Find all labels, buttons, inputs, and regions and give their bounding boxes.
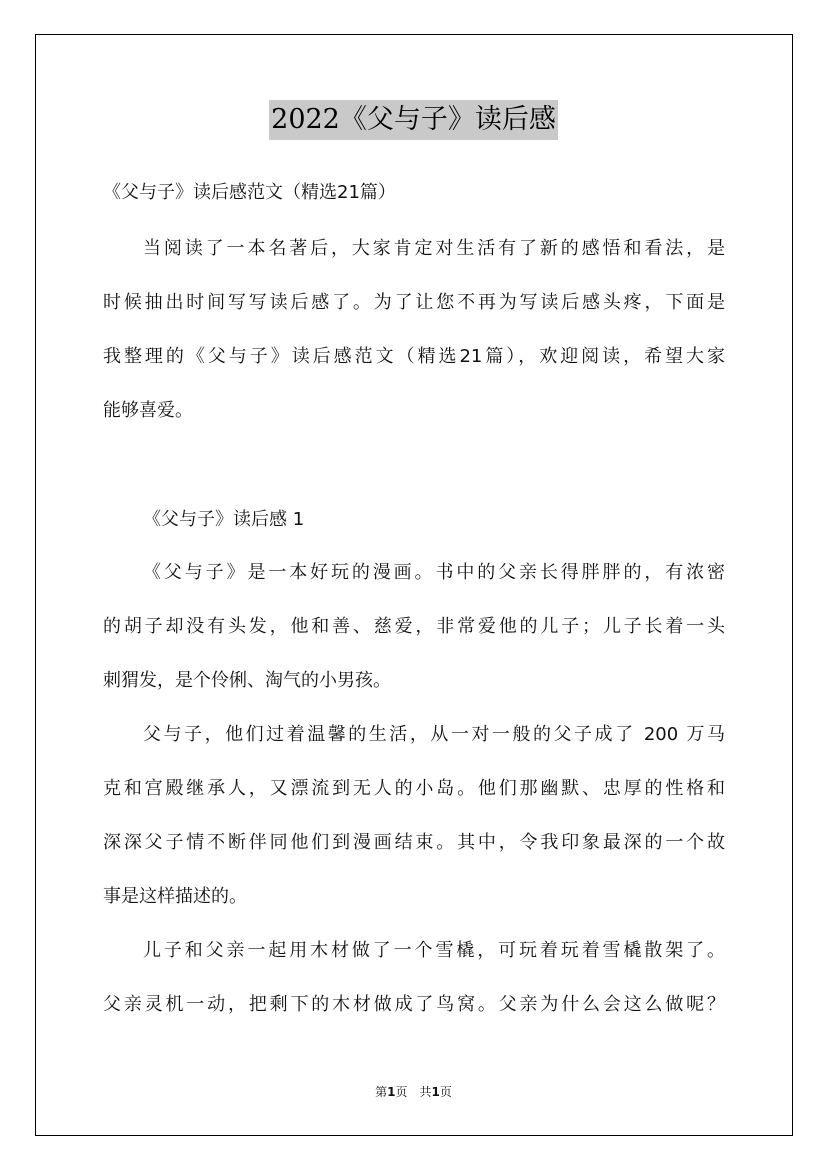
document-subtitle: 《父与子》读后感范文（精选21篇） (103, 182, 396, 203)
paragraph3-line-2: 父亲灵机一动，把剩下的木材做成了鸟窝。父亲为什么会这么做呢？ (103, 994, 725, 1015)
title-container (0, 100, 827, 140)
footer-page-current: 1 (387, 1085, 396, 1099)
paragraph1-line-2: 的胡子却没有头发，他和善、慈爱，非常爱他的儿子；儿子长着一头 (103, 616, 725, 637)
paragraph2-line-1: 父与子，他们过着温馨的生活，从一对一般的父子成了 200 万马 (143, 724, 725, 745)
footer-page-prefix: 第 (375, 1085, 388, 1099)
intro-line-2: 时候抽出时间写写读后感了。为了让您不再为写读后感头疼，下面是 (103, 292, 725, 313)
intro-line-4: 能够喜爱。 (103, 400, 193, 421)
intro-line-3: 我整理的《父与子》读后感范文（精选21篇），欢迎阅读，希望大家 (103, 346, 725, 367)
paragraph2-line-4: 事是这样描述的。 (103, 886, 247, 907)
paragraph3-line-1: 儿子和父亲一起用木材做了一个雪橇，可玩着玩着雪橇散架了。 (143, 940, 725, 961)
paragraph1-line-3: 刺猬发，是个伶俐、淘气的小男孩。 (103, 670, 391, 691)
page-footer (0, 1083, 827, 1101)
footer-page-total: 1 (431, 1085, 440, 1099)
paragraph1-line-1: 《父与子》是一本好玩的漫画。书中的父亲长得胖胖的，有浓密 (143, 562, 725, 583)
paragraph2-line-2: 克和宫殿继承人，又漂流到无人的小岛。他们那幽默、忠厚的性格和 (103, 778, 725, 799)
paragraph2-line-3: 深深父子情不断伴同他们到漫画结束。其中，令我印象最深的一个故 (103, 832, 725, 853)
section-heading: 《父与子》读后感 1 (143, 509, 305, 530)
intro-line-1: 当阅读了一本名著后，大家肯定对生活有了新的感悟和看法，是 (143, 238, 725, 259)
footer-page-mid: 页 共 (395, 1085, 432, 1099)
document-title: 2022《父与子》读后感 (269, 100, 558, 140)
footer-page-suffix: 页 (439, 1085, 452, 1099)
